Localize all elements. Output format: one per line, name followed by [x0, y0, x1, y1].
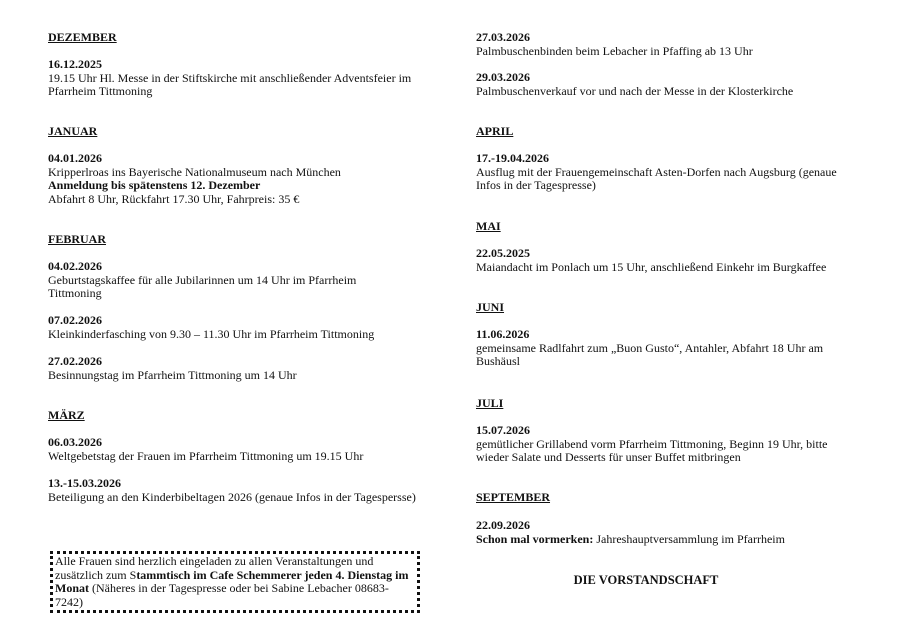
event-date: 16.12.2025: [48, 57, 102, 71]
event-text: Jahreshauptversammlung im Pfarrheim: [593, 531, 785, 546]
month-heading: SEPTEMBER: [476, 490, 551, 504]
event-text: Abfahrt 8 Uhr, Rückfahrt 17.30 Uhr, Fahrpreis: 35 €: [48, 191, 300, 206]
event-date: 13.-15.03.2026: [48, 476, 121, 490]
event-note: Schon mal vormerken:: [476, 531, 594, 546]
event: [48, 314, 420, 341]
event-text: gemütlicher Grillabend vorm Pfarrheim Tittmoning, Beginn 19 Uhr, bitte wieder Salate und Desserts für unser Buffet mitbringen: [476, 436, 828, 464]
event-date: 04.02.2026: [48, 259, 102, 273]
event: [48, 58, 420, 99]
event: [48, 436, 420, 463]
event-text: gemeinsame Radlfahrt zum „Buon Gusto“, Antahler, Abfahrt 18 Uhr am Bushäusl: [476, 340, 824, 368]
event-date: 04.01.2026: [48, 151, 102, 165]
month-heading: JANUAR: [48, 124, 98, 138]
event: [48, 152, 420, 206]
event-date: 22.09.2026: [476, 518, 530, 532]
event: [476, 519, 848, 546]
event-text: Besinnungstag im Pfarrheim Tittmoning um 14 Uhr: [48, 367, 297, 382]
event-text: Palmbuschenbinden beim Lebacher in Pfaffing ab 13 Uhr: [476, 43, 753, 58]
event: [476, 71, 856, 98]
event-date: 07.02.2026: [48, 313, 102, 327]
event-text: Geburtstagskaffee für alle Jubilarinnen um 14 Uhr im Pfarrheim Tittmoning: [48, 272, 357, 300]
event-text: Weltgebetstag der Frauen im Pfarrheim Tittmoning um 19.15 Uhr: [48, 448, 364, 463]
month-heading: APRIL: [476, 124, 514, 138]
box-bold-text: tammtisch im Cafe Schemmerer jeden 4. Dienstag im Monat: [55, 567, 409, 595]
event-note: Anmeldung bis spätenstens 12. Dezember: [48, 178, 261, 192]
event-text: 19.15 Uhr Hl. Messe in der Stiftskirche mit anschließender Adventsfeier im Pfarrheim Tittmoning: [48, 70, 412, 98]
signature: DIE VORSTANDSCHAFT: [573, 573, 719, 587]
month-heading: MÄRZ: [48, 408, 85, 422]
event-text: Kleinkinderfasching von 9.30 – 11.30 Uhr im Pfarrheim Tittmoning: [48, 326, 375, 341]
event-text: Maiandacht im Ponlach um 15 Uhr, anschließend Einkehr im Burgkaffee: [476, 259, 827, 274]
event: [48, 355, 420, 382]
event: [476, 247, 848, 274]
box-text: (Näheres in der Tagespresse oder bei Sabine Lebacher 08683-7242): [55, 581, 389, 609]
event: [476, 328, 838, 369]
event-date: 11.06.2026: [476, 327, 530, 341]
event-date: 29.03.2026: [476, 70, 530, 84]
event-date: 22.05.2025: [476, 246, 530, 260]
event-date: 17.-19.04.2026: [476, 151, 549, 165]
event-text: Beteiligung an den Kinderbibeltagen 2026 (genaue Infos in der Tagespersse): [48, 489, 416, 504]
event-date: 27.03.2026: [476, 30, 530, 44]
event-text: Ausflug mit der Frauengemeinschaft Asten-Dorfen nach Augsburg (genaue Infos in der Tagespresse): [476, 164, 837, 192]
event: [476, 152, 848, 193]
event-text: Kripperlroas ins Bayerische Nationalmuseum nach München: [48, 164, 341, 179]
event-text: Palmbuschenverkauf vor und nach der Messe in der Klosterkirche: [476, 83, 794, 98]
month-heading: JUNI: [476, 300, 505, 314]
event-date: 06.03.2026: [48, 435, 102, 449]
month-heading: JULI: [476, 396, 504, 410]
event: [476, 424, 848, 465]
event-date: 15.07.2026: [476, 423, 530, 437]
event: [48, 477, 418, 504]
event-date: 27.02.2026: [48, 354, 102, 368]
event: [48, 260, 378, 301]
month-heading: FEBRUAR: [48, 232, 107, 246]
event: [476, 31, 848, 58]
box-text: Alle Frauen sind herzlich eingeladen zu allen Veranstaltungen und zusätzlich zum S: [55, 554, 374, 582]
invitation-box: [50, 551, 420, 613]
month-heading: MAI: [476, 219, 501, 233]
month-heading: DEZEMBER: [48, 30, 117, 44]
